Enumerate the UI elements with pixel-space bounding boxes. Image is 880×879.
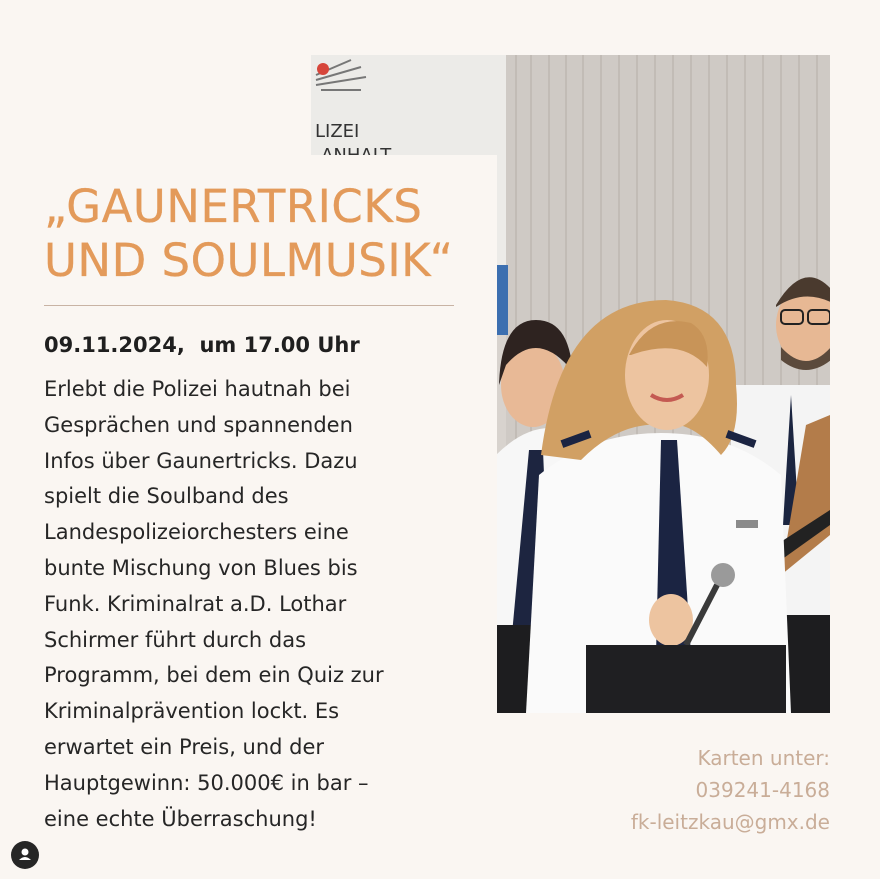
description-line: Programm, bei dem ein Quiz zur: [44, 663, 384, 688]
profile-button[interactable]: [11, 841, 39, 869]
description-line: Kriminalprävention lockt. Es: [44, 699, 340, 724]
description-line: Schirmer führt durch das: [44, 627, 307, 652]
title-divider: [44, 305, 454, 306]
description-line: erwartet ein Preis, und der: [44, 734, 325, 759]
description-line: Erlebt die Polizei hautnah bei: [44, 377, 351, 401]
event-description: [44, 372, 464, 837]
svg-text:LIZEI: LIZEI: [315, 121, 360, 142]
event-title: [44, 180, 484, 288]
contact-email[interactable]: fk-leitzkau@gmx.de: [630, 810, 830, 834]
description-line: Hauptgewinn: 50.000€ in bar –: [44, 770, 369, 795]
description-line: eine echte Überraschung!: [44, 806, 317, 831]
title-line-1: „GAUNERTRICKS: [44, 180, 423, 233]
user-icon: [11, 841, 39, 869]
title-line-2: UND SOULMUSIK“: [44, 234, 454, 287]
description-line: Landespolizeiorchesters eine: [44, 520, 349, 545]
description-line: Infos über Gaunertricks. Dazu: [44, 448, 358, 473]
description-line: bunte Mischung von Blues bis: [44, 555, 358, 580]
description-line: Gesprächen und spannenden: [44, 412, 353, 437]
contact-label: Karten unter:: [697, 746, 830, 770]
ticket-contact: [631, 742, 830, 838]
event-date: 09.11.2024, um 17.00 Uhr: [44, 333, 360, 357]
description-line: spielt die Soulband des: [44, 484, 289, 509]
contact-phone[interactable]: 039241-4168: [695, 778, 830, 802]
description-line: Funk. Kriminalrat a.D. Lothar: [44, 591, 347, 616]
